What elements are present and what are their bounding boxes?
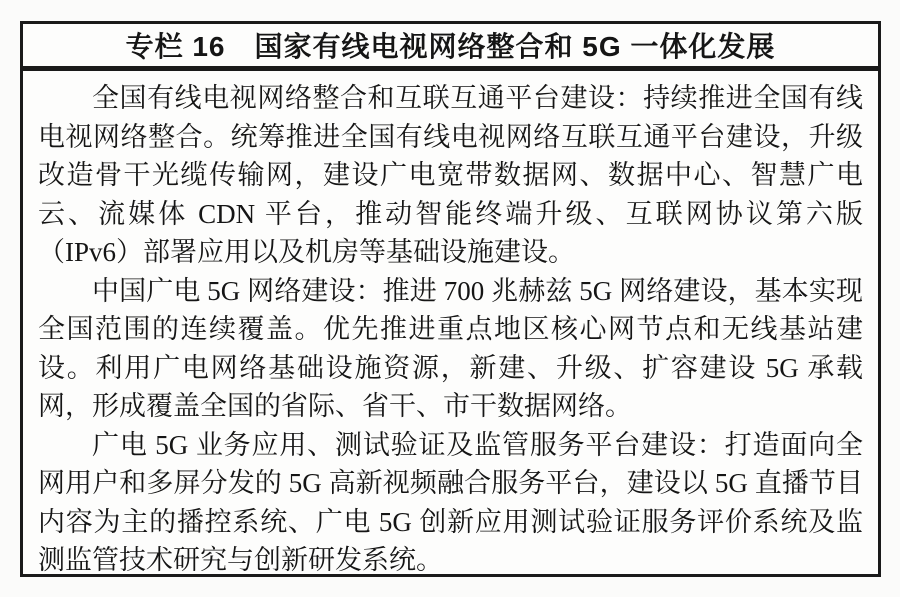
column-body (20, 68, 881, 577)
paragraph-5g-network-construction: 中国广电 5G 网络建设：推进 700 兆赫兹 5G 网络建设，基本实现全国范围的连续覆盖。优先推进重点地区核心网节点和无线基站建设。利用广电网络基础设施资源，新建、升级、扩容建设 5G 承载网，形成覆盖全国的省际、省干、市干数据网络。 (38, 275, 863, 421)
paragraph-cable-network-integration: 全国有线电视网络整合和互联互通平台建设：持续推进全国有线电视网络整合。统筹推进全国有线电视网络互联互通平台建设，升级改造骨干光缆传输网，建设广电宽带数据网、数据中心、智慧广电云、流媒体 CDN 平台，推动智能终端升级、互联网协议第六版（IPv6）部署应用以及机房等基础设施建设。 (38, 83, 863, 267)
column-box (20, 21, 881, 577)
paragraph-5g-service-platform: 广电 5G 业务应用、测试验证及监管服务平台建设：打造面向全网用户和多屏分发的 5G 高新视频融合服务平台，建设以 5G 直播节目内容为主的播控系统、广电 5G 创新应用测试验证服务评价系统及监测监管技术研究与创新研发系统。 (38, 429, 863, 575)
column-title: 专栏 16 国家有线电视网络整合和 5G 一体化发展 (20, 21, 881, 69)
